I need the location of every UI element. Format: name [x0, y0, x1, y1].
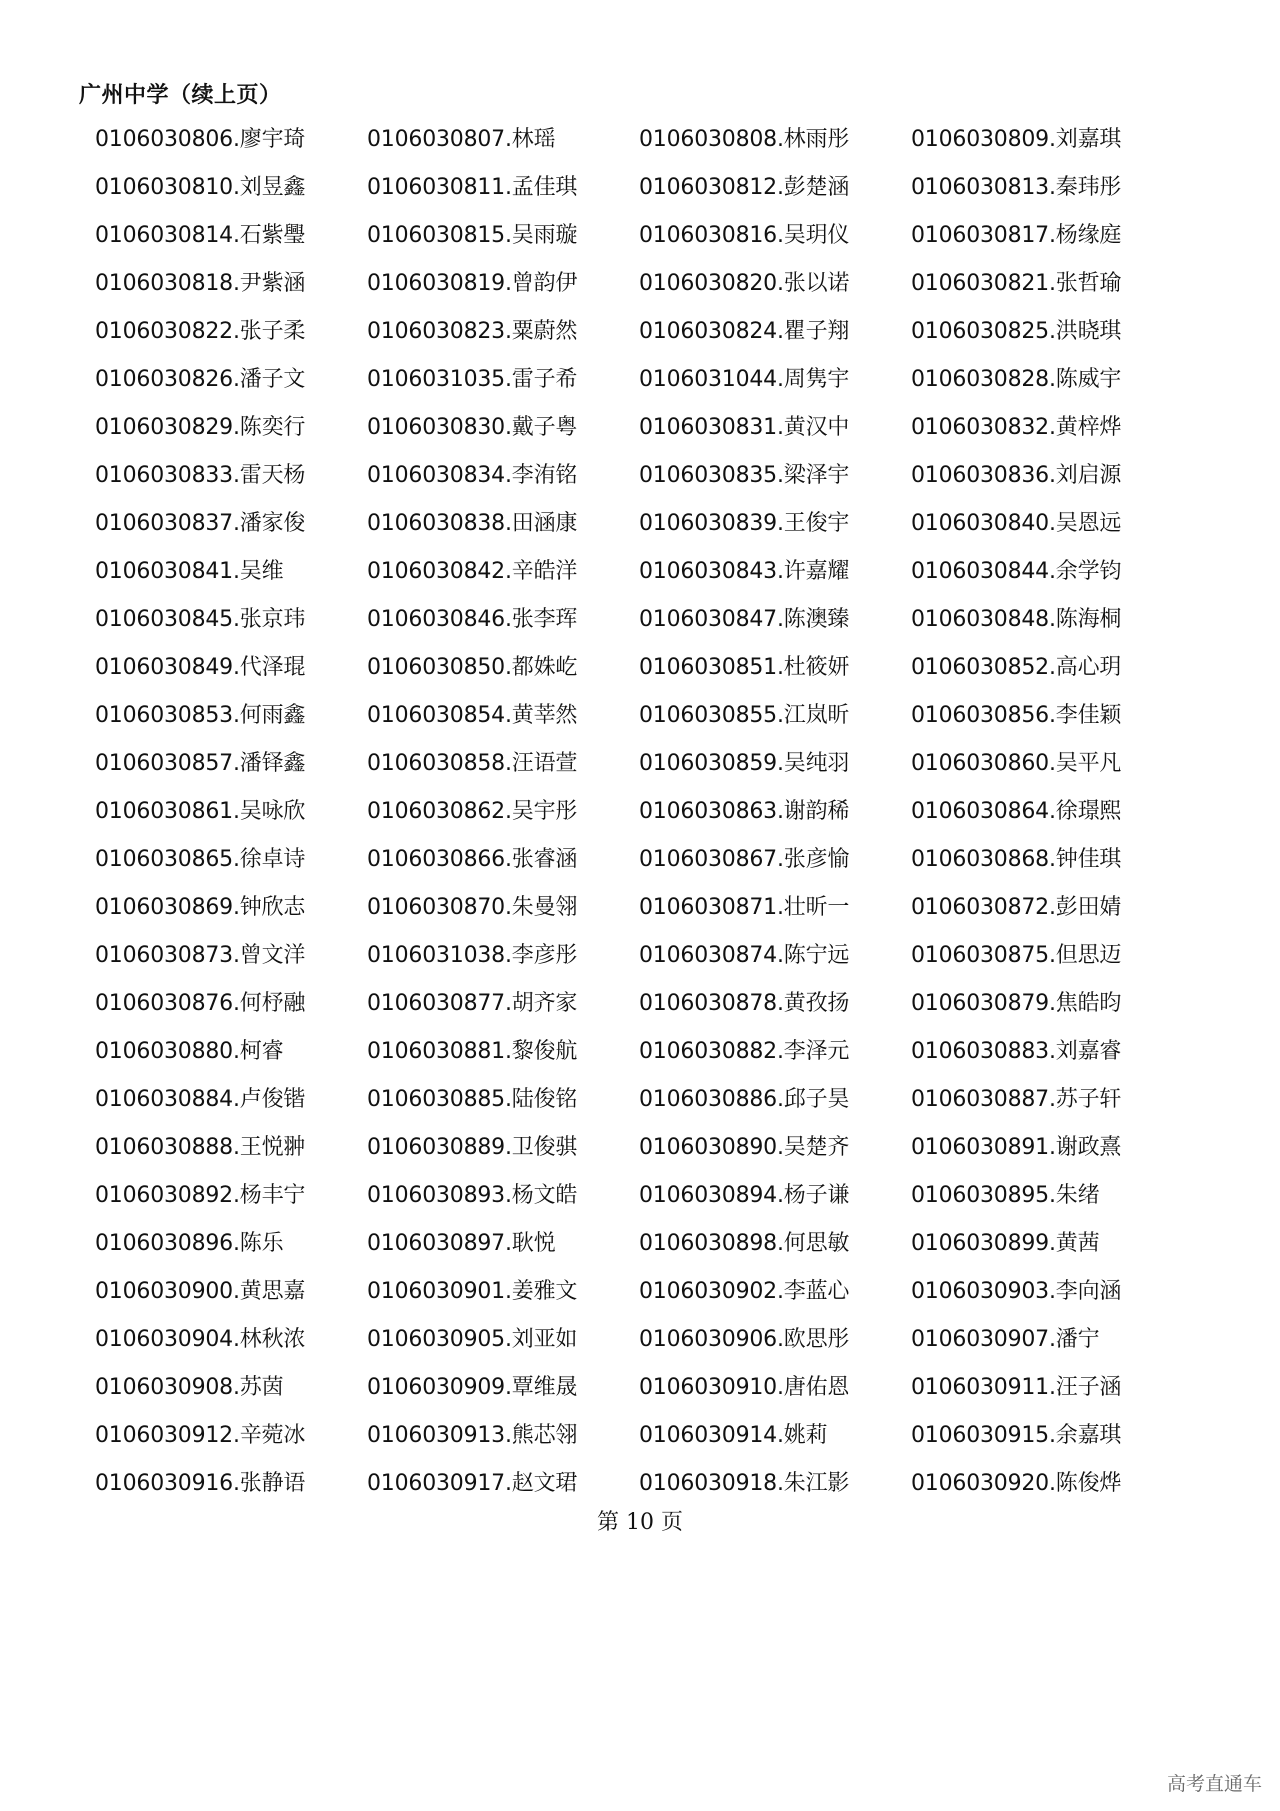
list-item: 0106030918.朱江影 — [639, 1471, 850, 1496]
list-item: 0106030873.曾文洋 — [95, 943, 306, 968]
list-item: 0106030851.杜筱妍 — [639, 655, 850, 680]
list-item: 0106031038.李彦彤 — [367, 943, 578, 968]
list-item: 0106030895.朱绪 — [911, 1183, 1100, 1208]
list-item: 0106030819.曾韵伊 — [367, 271, 578, 296]
list-item: 0106030837.潘家俊 — [95, 511, 306, 536]
list-item: 0106030830.戴子粤 — [367, 415, 578, 440]
list-item: 0106030811.孟佳琪 — [367, 175, 578, 200]
list-item: 0106030812.彭楚涵 — [639, 175, 850, 200]
list-item: 0106030909.覃维晟 — [367, 1375, 578, 1400]
list-item: 0106030813.秦玮彤 — [911, 175, 1122, 200]
list-item: 0106030880.柯睿 — [95, 1039, 284, 1064]
list-item: 0106030831.黄汉中 — [639, 415, 850, 440]
list-item: 0106030884.卢俊锴 — [95, 1087, 306, 1112]
list-item: 0106030820.张以诺 — [639, 271, 850, 296]
list-item: 0106030858.汪语萱 — [367, 751, 578, 776]
list-item: 0106031035.雷子希 — [367, 367, 578, 392]
list-item: 0106030862.吴宇彤 — [367, 799, 578, 824]
list-item: 0106030898.何思敏 — [639, 1231, 850, 1256]
section-title: 广州中学（续上页） — [79, 83, 282, 108]
list-item: 0106030915.余嘉琪 — [911, 1423, 1122, 1448]
list-item: 0106030832.黄梓烨 — [911, 415, 1122, 440]
list-item: 0106030833.雷天杨 — [95, 463, 306, 488]
list-item: 0106030859.吴纯羽 — [639, 751, 850, 776]
list-item: 0106030849.代泽琨 — [95, 655, 306, 680]
list-item: 0106030834.李洧铭 — [367, 463, 578, 488]
list-item: 0106030815.吴雨璇 — [367, 223, 578, 248]
list-item: 0106030841.吴维 — [95, 559, 284, 584]
list-item: 0106030891.谢政熹 — [911, 1135, 1122, 1160]
list-item: 0106030843.许嘉耀 — [639, 559, 850, 584]
list-item: 0106030808.林雨彤 — [639, 127, 850, 152]
list-item: 0106030821.张哲瑜 — [911, 271, 1122, 296]
list-item: 0106030872.彭田婧 — [911, 895, 1122, 920]
list-item: 0106030892.杨丰宁 — [95, 1183, 306, 1208]
list-item: 0106030829.陈奕行 — [95, 415, 306, 440]
list-item: 0106030903.李向涵 — [911, 1279, 1122, 1304]
list-item: 0106030874.陈宁远 — [639, 943, 850, 968]
list-item: 0106030902.李蓝心 — [639, 1279, 850, 1304]
list-item: 0106030828.陈威宇 — [911, 367, 1122, 392]
list-item: 0106030809.刘嘉琪 — [911, 127, 1122, 152]
list-item: 0106030910.唐佑恩 — [639, 1375, 850, 1400]
list-item: 0106030844.余学钧 — [911, 559, 1122, 584]
watermark: 高考直通车 — [1166, 1773, 1262, 1795]
list-item: 0106030901.姜雅文 — [367, 1279, 578, 1304]
student-list — [95, 122, 1245, 1514]
list-item: 0106030826.潘子文 — [95, 367, 306, 392]
list-item: 0106030839.王俊宇 — [639, 511, 850, 536]
list-item: 0106030917.赵文珺 — [367, 1471, 578, 1496]
list-item: 0106030853.何雨鑫 — [95, 703, 306, 728]
page-number: 第 10 页 — [597, 1510, 683, 1535]
list-item: 0106030885.陆俊铭 — [367, 1087, 578, 1112]
list-item: 0106030912.辛菀冰 — [95, 1423, 306, 1448]
list-item: 0106030876.何杼融 — [95, 991, 306, 1016]
list-item: 0106030842.辛皓洋 — [367, 559, 578, 584]
list-item: 0106030818.尹紫涵 — [95, 271, 306, 296]
list-item: 0106030879.焦皓昀 — [911, 991, 1122, 1016]
list-item: 0106030823.粟蔚然 — [367, 319, 578, 344]
list-item: 0106030861.吴咏欣 — [95, 799, 306, 824]
list-item: 0106030852.高心玥 — [911, 655, 1122, 680]
list-item: 0106030840.吴恩远 — [911, 511, 1122, 536]
list-item: 0106030856.李佳颖 — [911, 703, 1122, 728]
list-item: 0106030817.杨缘庭 — [911, 223, 1122, 248]
list-item: 0106030838.田涵康 — [367, 511, 578, 536]
list-item: 0106030824.瞿子翔 — [639, 319, 850, 344]
list-item: 0106030916.张静语 — [95, 1471, 306, 1496]
list-item: 0106030897.耿悦 — [367, 1231, 556, 1256]
list-item: 0106030854.黄莘然 — [367, 703, 578, 728]
list-item: 0106030893.杨文皓 — [367, 1183, 578, 1208]
list-item: 0106030899.黄茜 — [911, 1231, 1100, 1256]
list-item: 0106030896.陈乐 — [95, 1231, 284, 1256]
list-item: 0106030847.陈澳臻 — [639, 607, 850, 632]
list-item: 0106030836.刘启源 — [911, 463, 1122, 488]
list-item: 0106030814.石紫璺 — [95, 223, 306, 248]
list-item: 0106030806.廖宇琦 — [95, 127, 306, 152]
list-item: 0106030878.黄孜扬 — [639, 991, 850, 1016]
list-item: 0106030810.刘昱鑫 — [95, 175, 306, 200]
list-item: 0106030848.陈海桐 — [911, 607, 1122, 632]
list-item: 0106030881.黎俊航 — [367, 1039, 578, 1064]
list-item: 0106030846.张李珲 — [367, 607, 578, 632]
list-item: 0106030835.梁泽宇 — [639, 463, 850, 488]
list-item: 0106030894.杨子谦 — [639, 1183, 850, 1208]
list-item: 0106030855.江岚昕 — [639, 703, 850, 728]
list-item: 0106030860.吴平凡 — [911, 751, 1122, 776]
list-item: 0106030875.但思迈 — [911, 943, 1122, 968]
list-item: 0106030889.卫俊骐 — [367, 1135, 578, 1160]
list-item: 0106030857.潘铎鑫 — [95, 751, 306, 776]
list-item: 0106030863.谢韵稀 — [639, 799, 850, 824]
list-item: 0106030907.潘宁 — [911, 1327, 1100, 1352]
list-item: 0106030920.陈俊烨 — [911, 1471, 1122, 1496]
list-item: 0106030867.张彦愉 — [639, 847, 850, 872]
list-item: 0106030850.都姝屹 — [367, 655, 578, 680]
list-item: 0106030882.李泽元 — [639, 1039, 850, 1064]
list-item: 0106030865.徐卓诗 — [95, 847, 306, 872]
list-item: 0106030887.苏子轩 — [911, 1087, 1122, 1112]
list-item: 0106030914.姚莉 — [639, 1423, 828, 1448]
list-item: 0106030870.朱曼翎 — [367, 895, 578, 920]
list-item: 0106030900.黄思嘉 — [95, 1279, 306, 1304]
list-item: 0106031044.周隽宇 — [639, 367, 850, 392]
list-item: 0106030869.钟欣志 — [95, 895, 306, 920]
list-item: 0106030906.欧思彤 — [639, 1327, 850, 1352]
list-item: 0106030877.胡齐家 — [367, 991, 578, 1016]
list-item: 0106030825.洪晓琪 — [911, 319, 1122, 344]
list-item: 0106030890.吴楚齐 — [639, 1135, 850, 1160]
list-item: 0106030871.壮昕一 — [639, 895, 850, 920]
list-item: 0106030886.邱子昊 — [639, 1087, 850, 1112]
list-item: 0106030845.张京玮 — [95, 607, 306, 632]
list-item: 0106030868.钟佳琪 — [911, 847, 1122, 872]
list-item: 0106030911.汪子涵 — [911, 1375, 1122, 1400]
list-item: 0106030816.吴玥仪 — [639, 223, 850, 248]
list-item: 0106030904.林秋浓 — [95, 1327, 306, 1352]
list-item: 0106030883.刘嘉睿 — [911, 1039, 1122, 1064]
list-item: 0106030822.张子柔 — [95, 319, 306, 344]
list-item: 0106030913.熊芯翎 — [367, 1423, 578, 1448]
list-item: 0106030908.苏茵 — [95, 1375, 284, 1400]
list-item: 0106030807.林瑶 — [367, 127, 556, 152]
list-item: 0106030905.刘亚如 — [367, 1327, 578, 1352]
list-item: 0106030888.王悦翀 — [95, 1135, 306, 1160]
list-item: 0106030864.徐璟熙 — [911, 799, 1122, 824]
list-item: 0106030866.张睿涵 — [367, 847, 578, 872]
